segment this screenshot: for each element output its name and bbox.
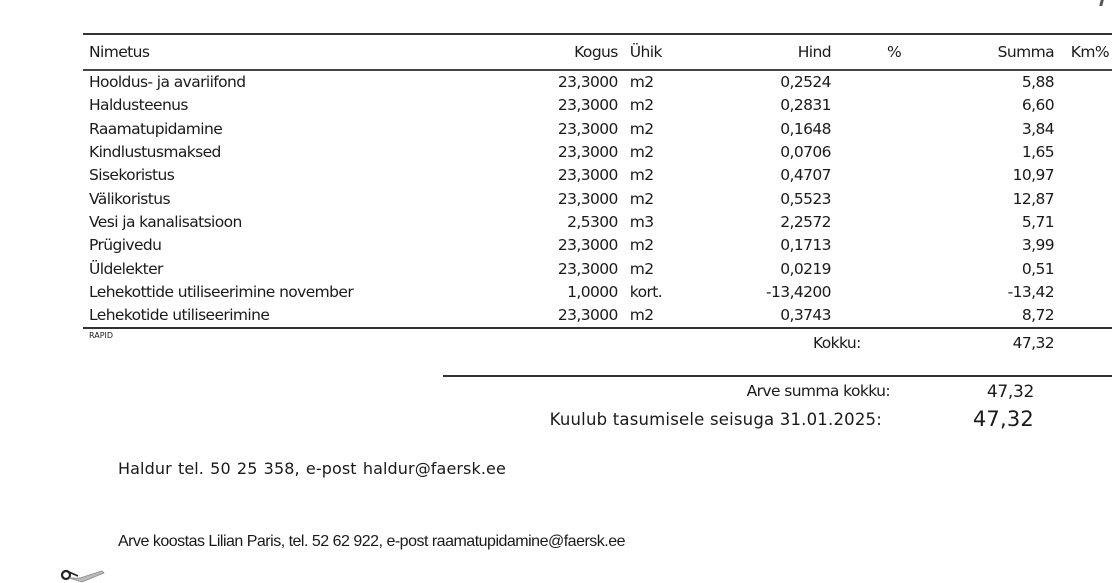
table-row (83, 141, 1112, 164)
item-percent (831, 70, 960, 94)
item-vat (1054, 94, 1112, 117)
item-sum: -13,42 (1007, 282, 1055, 301)
item-price: 0,3743 (705, 304, 831, 328)
header-sum: Summa (960, 34, 1054, 70)
item-unit: m2 (629, 236, 654, 255)
item-name: Haldusteenus (89, 96, 188, 115)
scissors-icon (60, 567, 110, 583)
table-total-row (83, 328, 1112, 357)
item-unit: m2 (629, 259, 654, 278)
item-name: Prügivedu (89, 236, 162, 255)
total-value: 47,32 (1012, 333, 1055, 352)
header-unit: Ühik (618, 34, 705, 70)
item-vat (1054, 281, 1112, 304)
item-percent (831, 304, 960, 328)
item-percent (831, 187, 960, 210)
invoice-total-value: 47,32 (986, 382, 1034, 402)
item-vat (1054, 304, 1112, 328)
table-row (83, 164, 1112, 187)
item-quantity: 23,3000 (557, 119, 618, 138)
item-percent (831, 164, 960, 187)
item-sum: 1,65 (1021, 143, 1055, 162)
item-unit: kort. (629, 282, 663, 301)
item-quantity: 23,3000 (557, 259, 618, 278)
item-price: 0,4707 (780, 166, 831, 185)
item-quantity: 2,5300 (567, 212, 618, 231)
item-vat (1054, 141, 1112, 164)
item-sum: 0,51 (1021, 259, 1055, 278)
invoice-total-label: Arve summa kokku: (746, 382, 890, 400)
item-price: -13,4200 (766, 282, 831, 301)
item-name: Raamatupidamine (89, 119, 223, 138)
table-row (83, 118, 1112, 141)
item-percent (831, 94, 960, 117)
item-vat (1054, 118, 1112, 141)
prepared-by-contact: Arve koostas Lilian Paris, tel. 52 62 922, e-post raamatupidamine@faersk.ee (118, 533, 626, 550)
header-percent: % (831, 34, 960, 70)
amount-due-label: Kuulub tasumisele seisuga 31.01.2025: (549, 410, 882, 429)
item-percent (831, 281, 960, 304)
item-percent (831, 118, 960, 141)
item-name: Sisekoristus (89, 166, 175, 185)
item-name: Vesi ja kanalisatsioon (89, 212, 242, 231)
item-sum: 6,60 (1021, 96, 1055, 115)
amount-due-value: 47,32 (972, 407, 1034, 431)
item-quantity: 23,3000 (499, 304, 618, 328)
item-sum: 8,72 (960, 304, 1054, 328)
item-unit: m2 (629, 143, 654, 162)
table-row (83, 94, 1112, 117)
item-quantity: 23,3000 (557, 236, 618, 255)
item-quantity: 23,3000 (557, 73, 618, 92)
item-sum: 12,87 (1012, 189, 1055, 208)
item-quantity: 23,3000 (557, 166, 618, 185)
item-price: 2,2572 (780, 212, 831, 231)
header-vat: Km% (1054, 34, 1112, 70)
item-percent (831, 211, 960, 234)
item-quantity: 23,3000 (557, 189, 618, 208)
table-row (83, 257, 1112, 280)
item-unit: m2 (629, 189, 654, 208)
item-sum: 3,84 (1021, 119, 1055, 138)
item-quantity: 23,3000 (557, 143, 618, 162)
total-label (812, 328, 960, 357)
item-name: Välikoristus (89, 189, 170, 208)
item-sum: 10,97 (1012, 166, 1055, 185)
item-name: Lehekottide utiliseerimine november (89, 282, 354, 301)
invoice-items-table (83, 33, 1112, 357)
table-row (83, 304, 1112, 328)
item-vat (1054, 187, 1112, 210)
table-row (83, 234, 1112, 257)
item-unit: m2 (629, 166, 654, 185)
item-unit: m2 (629, 96, 654, 115)
total-label-text: Kokku: (812, 333, 861, 352)
item-vat (1054, 234, 1112, 257)
item-percent (831, 257, 960, 280)
item-sum: 5,88 (1021, 73, 1055, 92)
item-name: Lehekotide utiliseerimine (83, 304, 499, 328)
item-price: 0,1713 (780, 236, 831, 255)
table-row (83, 70, 1112, 94)
item-vat (1054, 164, 1112, 187)
page-corner-mark (1099, 0, 1104, 6)
item-name: Hooldus- ja avariifond (89, 73, 246, 92)
manager-contact: Haldur tel. 50 25 358, e-post haldur@faersk.ee (118, 459, 506, 478)
item-vat (1054, 257, 1112, 280)
item-percent (831, 234, 960, 257)
item-quantity: 23,3000 (557, 96, 618, 115)
item-price: 0,2524 (780, 73, 831, 92)
item-price: 0,1648 (780, 119, 831, 138)
item-vat (1054, 211, 1112, 234)
item-price: 0,2831 (780, 96, 831, 115)
item-unit: m2 (629, 73, 654, 92)
header-name: Nimetus (83, 34, 499, 70)
item-name: Kindlustusmaksed (89, 143, 221, 162)
item-unit: m2 (629, 119, 654, 138)
item-percent (831, 141, 960, 164)
table-row (83, 187, 1112, 210)
item-vat (1054, 70, 1112, 94)
invoice-totals (443, 375, 1112, 431)
item-price: 0,0219 (780, 259, 831, 278)
item-sum: 5,71 (1021, 212, 1055, 231)
item-unit: m3 (629, 212, 654, 231)
header-quantity: Kogus (499, 34, 618, 70)
header-price: Hind (705, 34, 831, 70)
item-unit: m2 (618, 304, 705, 328)
table-header-row (83, 34, 1112, 70)
item-name: Üldelekter (89, 259, 163, 278)
table-row (83, 281, 1112, 304)
item-quantity: 1,0000 (567, 282, 618, 301)
item-sum: 3,99 (1021, 236, 1055, 255)
table-row (83, 211, 1112, 234)
item-price: 0,5523 (780, 189, 831, 208)
software-label: RAPID (89, 331, 114, 341)
item-price: 0,0706 (780, 143, 831, 162)
